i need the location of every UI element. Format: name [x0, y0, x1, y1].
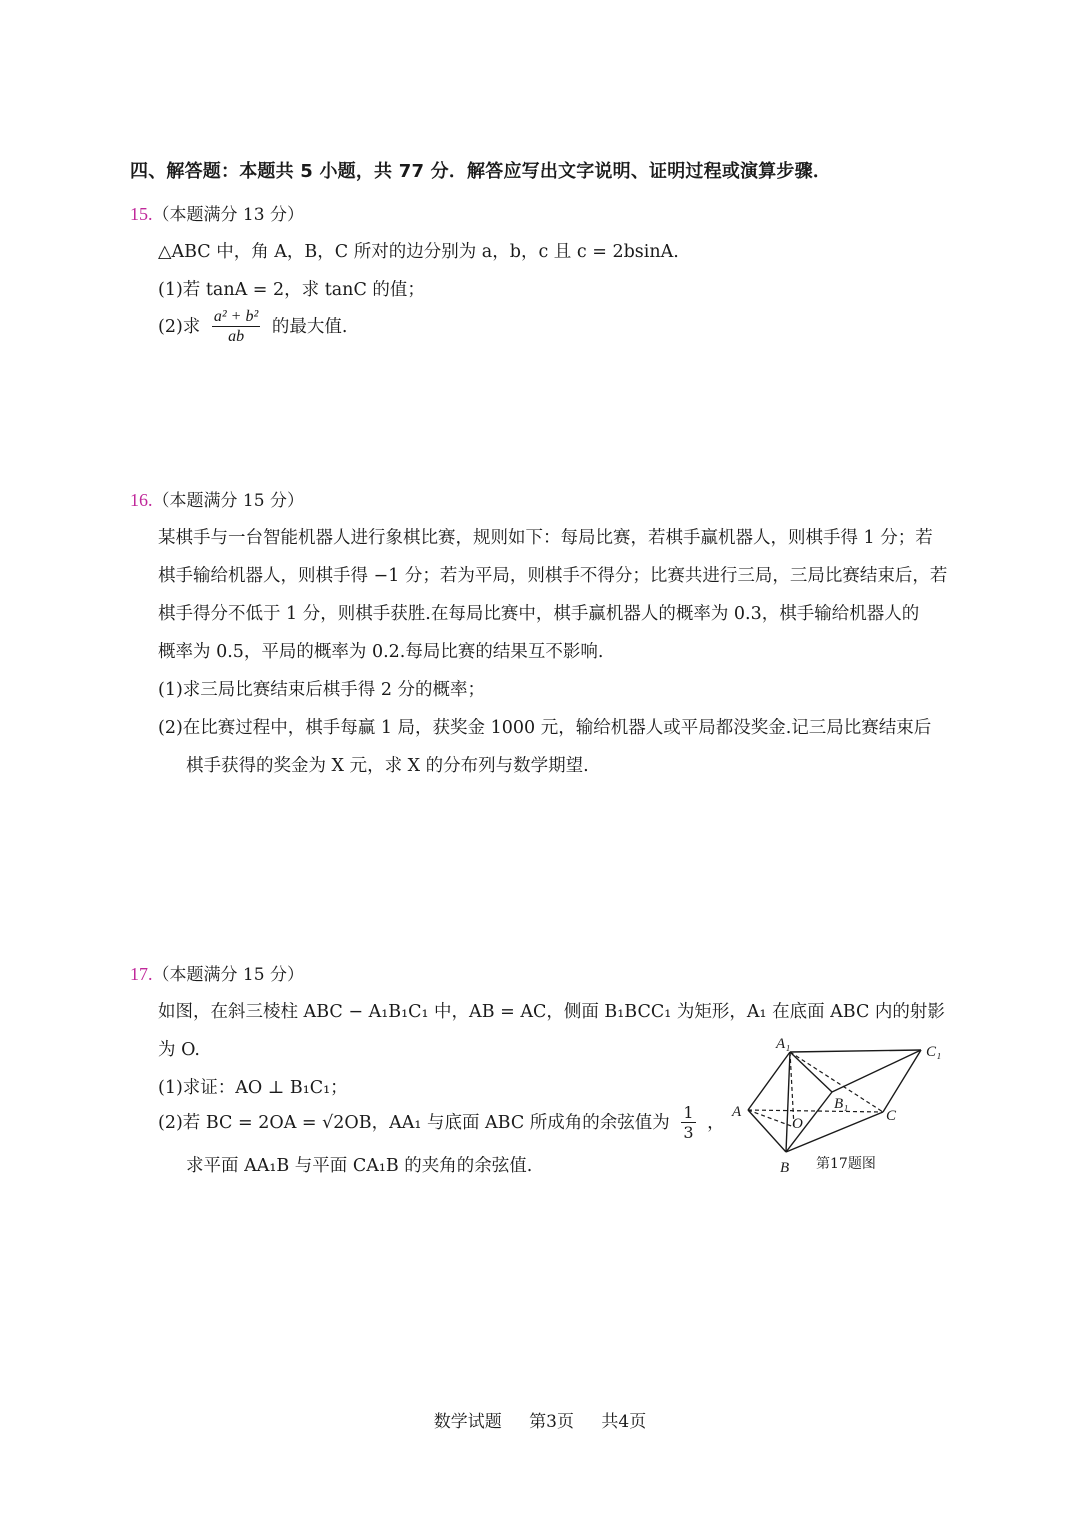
label-b1: B₁ — [834, 1096, 849, 1112]
q16-header — [130, 486, 304, 511]
q16-points: （本题满分 15 分） — [152, 491, 304, 511]
q17-fraction-denominator: 3 — [683, 1123, 694, 1142]
q16-part1: (1)求三局比赛结束后棋手得 2 分的概率； — [158, 680, 486, 700]
q16-stem-line-2: 棋手输给机器人，则棋手得 −1 分；若为平局，则棋手不得分；比赛共进行三局，三局比赛结束后，若 — [158, 566, 948, 586]
edge-a1-b1 — [790, 1052, 832, 1092]
q17-part1: (1)求证：AO ⊥ B₁C₁； — [158, 1078, 348, 1098]
figure-caption: 第17题图 — [816, 1156, 876, 1172]
q17-part2-line-1 — [158, 1104, 725, 1143]
q15-part2-prefix: (2)求 — [158, 317, 201, 337]
label-a: A — [732, 1104, 742, 1120]
edge-a-b — [748, 1110, 786, 1152]
q16-stem-line-3: 棋手得分不低于 1 分，则棋手获胜.在每局比赛中，棋手赢机器人的概率为 0.3，棋手输给机器人的 — [158, 604, 920, 624]
q15-fraction-denominator: ab — [228, 328, 245, 345]
q17-part2-line-2: 求平面 AA₁B 与平面 CA₁B 的夹角的余弦值. — [186, 1156, 533, 1176]
label-o: O — [792, 1116, 803, 1132]
label-c: C — [886, 1108, 897, 1124]
q15-fraction-numerator: a² + b² — [213, 308, 259, 325]
q17-number: 17. — [130, 964, 153, 984]
edge-a1-c1 — [790, 1050, 921, 1052]
section-heading: 四、解答题：本题共 5 小题，共 77 分．解答应写出文字说明、证明过程或演算步骤． — [130, 161, 832, 182]
q15-header — [130, 200, 304, 225]
edge-a1-a — [748, 1052, 790, 1110]
q15-number: 15. — [130, 204, 153, 224]
q17-points: （本题满分 15 分） — [152, 965, 304, 985]
label-b: B — [780, 1160, 790, 1176]
q15-stem: △ABC 中，角 A，B，C 所对的边分别为 a，b，c 且 c = 2bsinA. — [158, 242, 679, 262]
q15-fraction — [212, 308, 260, 347]
q15-part1: (1)若 tanA = 2，求 tanC 的值； — [158, 280, 425, 300]
page-footer — [0, 1407, 1080, 1432]
q17-header — [130, 960, 304, 985]
footer-total-pages: 共4页 — [601, 1412, 647, 1432]
footer-page-number: 第3页 — [529, 1412, 574, 1432]
q17-stem-line-2: 为 O. — [158, 1040, 200, 1060]
q16-number: 16. — [130, 490, 153, 510]
q16-stem-line-1: 某棋手与一台智能机器人进行象棋比赛，规则如下：每局比赛，若棋手赢机器人，则棋手得 1 分；若 — [158, 528, 933, 548]
q17-fraction — [681, 1104, 695, 1143]
q17-fraction-numerator: 1 — [683, 1103, 694, 1122]
q15-part2-suffix: 的最大值. — [271, 317, 348, 337]
label-a1: A₁ — [776, 1036, 791, 1052]
label-c1: C₁ — [926, 1044, 942, 1060]
q16-stem-line-4: 概率为 0.5，平局的概率为 0.2.每局比赛的结果互不影响. — [158, 642, 604, 662]
prism-figure — [728, 1032, 968, 1182]
q15-points: （本题满分 13 分） — [152, 205, 304, 225]
footer-subject: 数学试题 — [433, 1412, 502, 1432]
q16-part2-line-1: (2)在比赛过程中，棋手每赢 1 局，获奖金 1000 元，输给机器人或平局都没奖金.记三局比赛结束后 — [158, 718, 932, 738]
q16-part2-line-2: 棋手获得的奖金为 X 元，求 X 的分布列与数学期望. — [186, 756, 589, 776]
q17-stem-line-1: 如图，在斜三棱柱 ABC − A₁B₁C₁ 中，AB = AC，侧面 B₁BCC₁ 为矩形，A₁ 在底面 ABC 内的射影 — [158, 1002, 945, 1022]
q15-part2 — [158, 308, 347, 347]
hidden-edge-a-c — [748, 1110, 883, 1112]
q17-part2-prefix: (2)若 BC = 2OA = √2OB，AA₁ 与底面 ABC 所成角的余弦值为 — [158, 1113, 670, 1133]
edge-a1-b — [786, 1052, 790, 1152]
q17-part2-suffix: ， — [707, 1113, 725, 1133]
